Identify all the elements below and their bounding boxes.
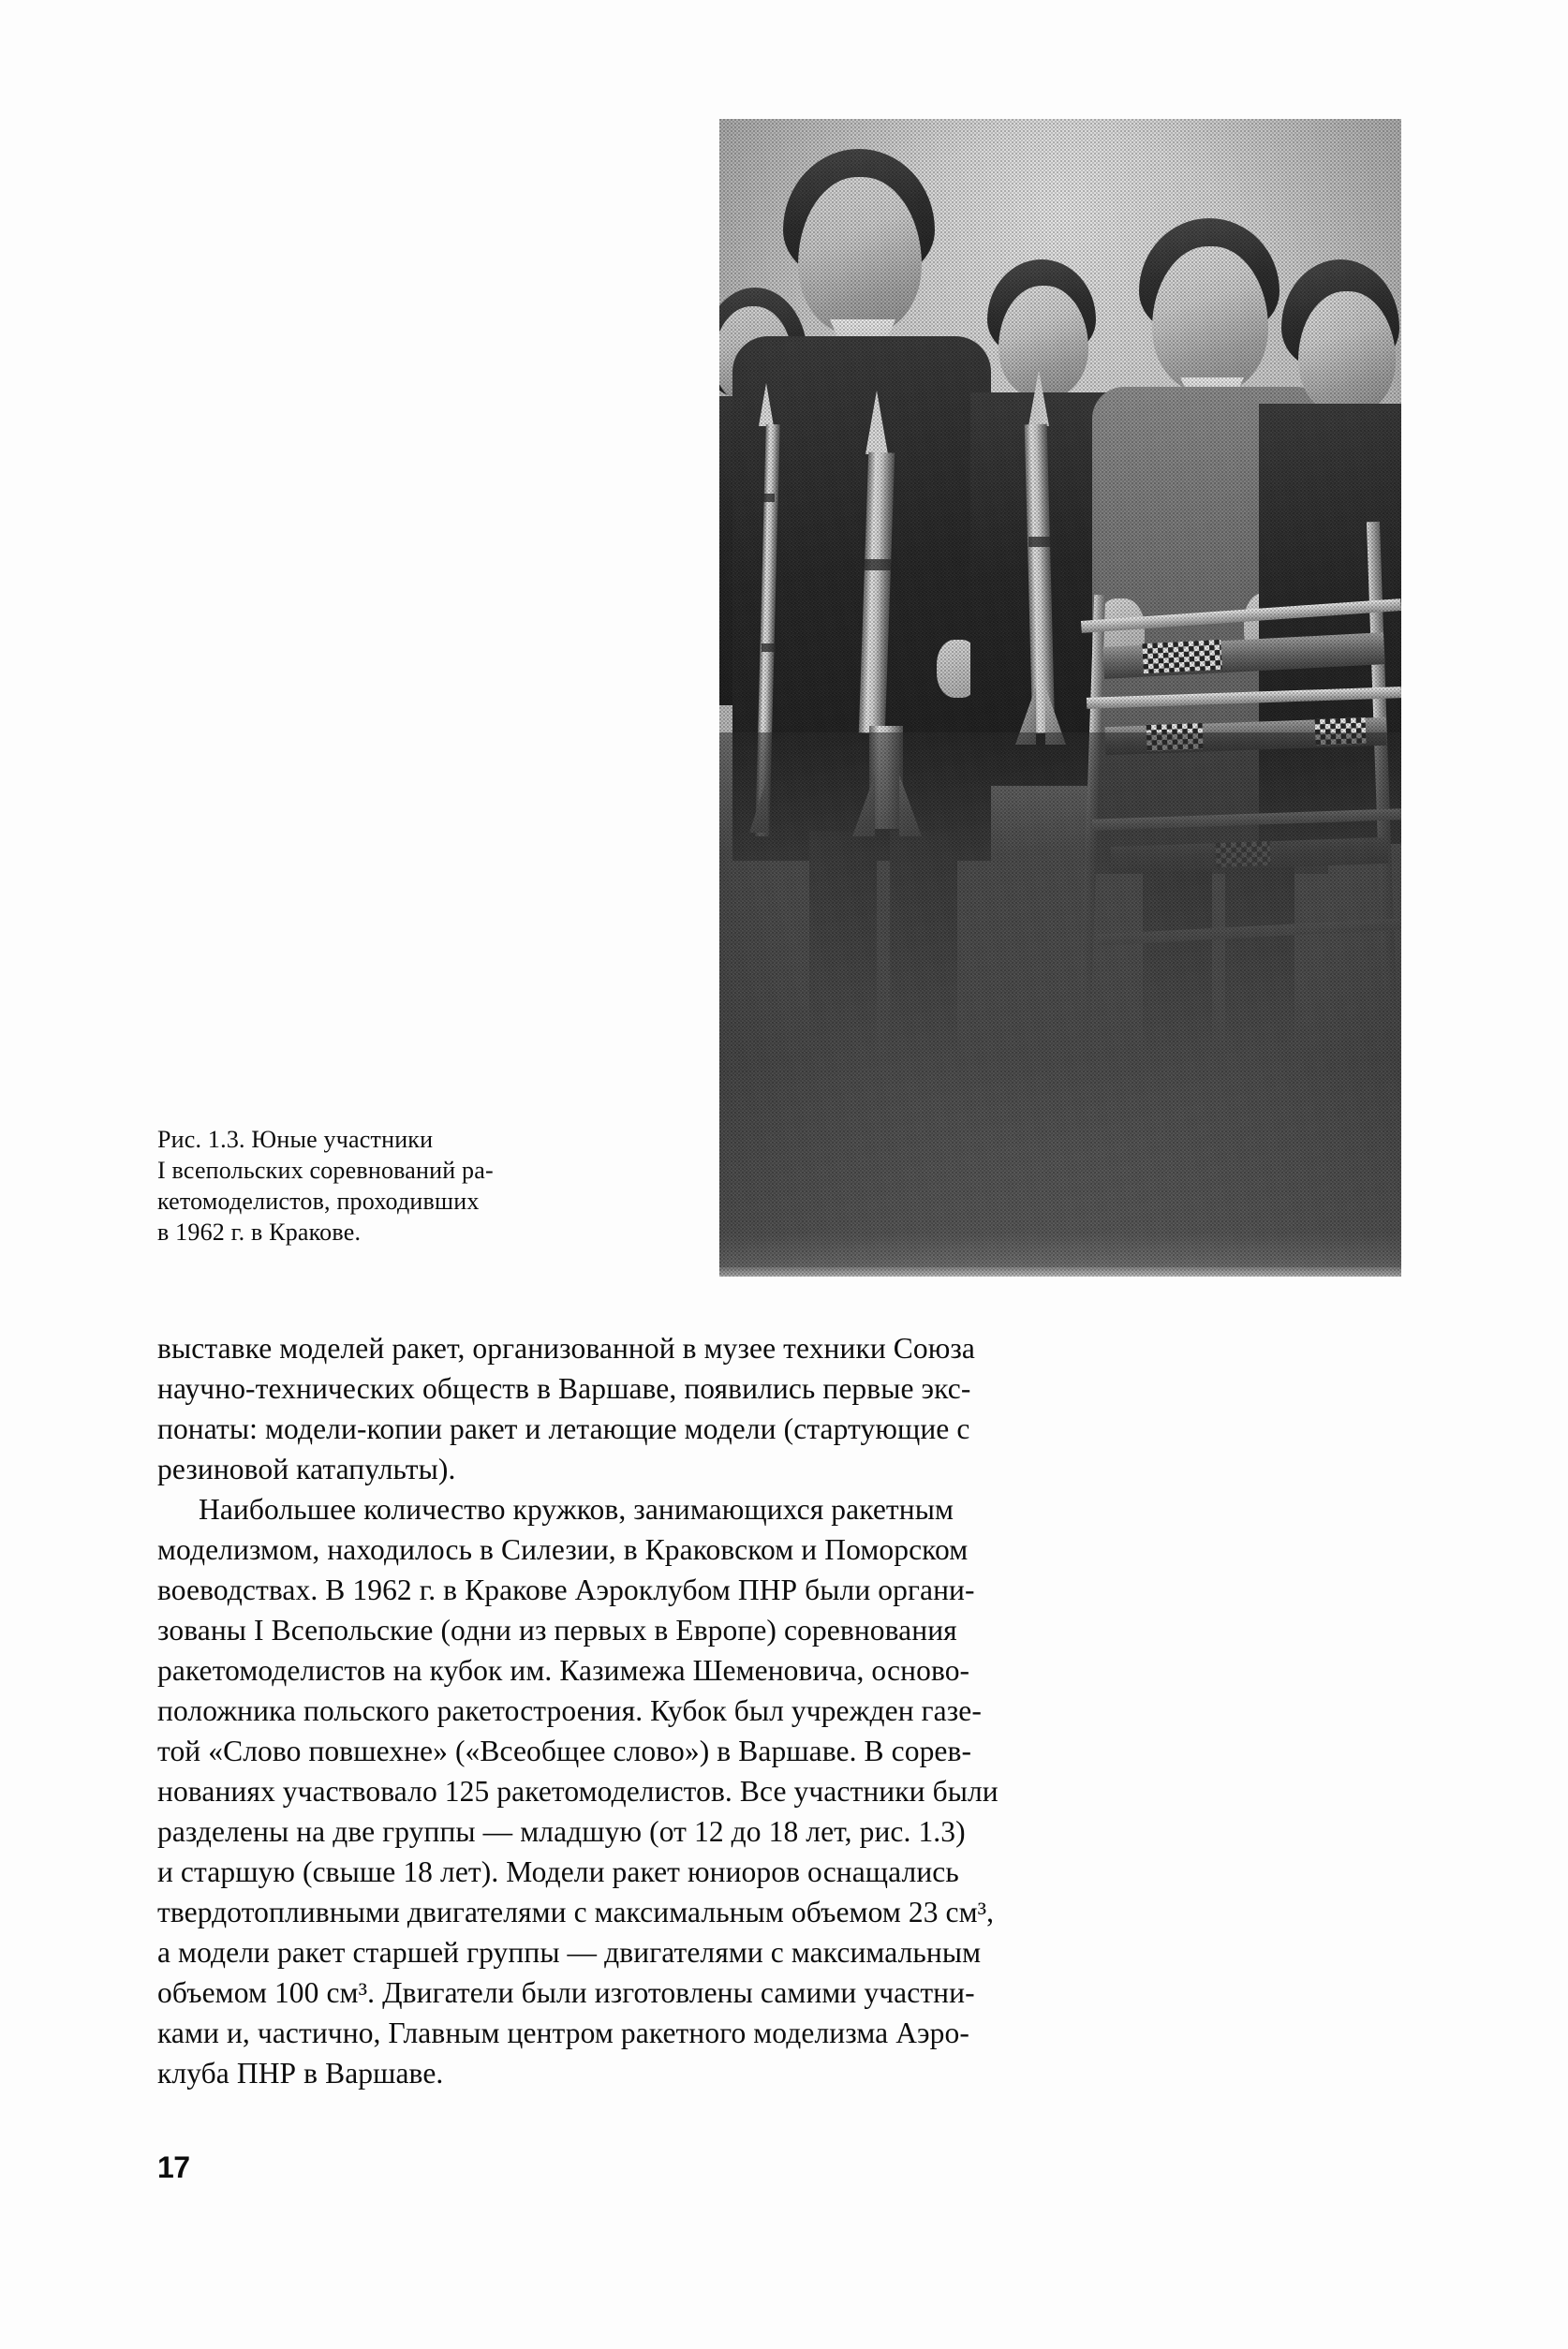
text-line: зованы I Всепольские (одни из первых в Европе) соревнования bbox=[157, 1614, 957, 1647]
text-line: объемом 100 см³. Двигатели были изготовлены самими участни- bbox=[157, 1976, 975, 2009]
text-line: воеводствах. В 1962 г. в Кракове Аэроклубом ПНР были органи- bbox=[157, 1573, 975, 1606]
photo-ground bbox=[719, 732, 1401, 1277]
figure-photograph bbox=[719, 119, 1401, 1277]
rocket-band bbox=[761, 494, 775, 502]
body-text bbox=[157, 1328, 1405, 2093]
text-line: понаты: модели-копии ракет и летающие модели (стартующие с bbox=[157, 1412, 970, 1445]
text-line: резиновой катапульты). bbox=[157, 1453, 456, 1485]
rocket-band bbox=[762, 643, 776, 652]
rocket-nose-cone bbox=[865, 391, 888, 454]
text-line: ками и, частично, Главным центром ракетного моделизма Аэро- bbox=[157, 2017, 969, 2049]
figure-caption bbox=[157, 1124, 663, 1248]
caption-line: Рис. 1.3. Юные участники bbox=[157, 1126, 434, 1153]
head-shape bbox=[1152, 246, 1268, 392]
checkered-pattern bbox=[1142, 640, 1222, 673]
photo-canvas bbox=[719, 119, 1401, 1277]
text-line: положника польского ракетостроения. Кубок был учрежден газе- bbox=[157, 1694, 982, 1727]
rocket-nose-cone bbox=[759, 383, 774, 426]
head-shape bbox=[1298, 291, 1396, 415]
text-line: моделизмом, находилось в Силезии, в Краковском и Поморском bbox=[157, 1533, 969, 1566]
text-line: научно-технических обществ в Варшаве, появились первые экс- bbox=[157, 1372, 971, 1405]
text-line: твердотопливными двигателями с максимальным объемом 23 см³, bbox=[157, 1896, 995, 1928]
text-line: а модели ракет старшей группы — двигателями с максимальным bbox=[157, 1936, 982, 1969]
caption-line: в 1962 г. в Кракове. bbox=[157, 1219, 362, 1246]
rocket-band bbox=[865, 559, 891, 570]
caption-line: I всепольских соревнований ра- bbox=[157, 1157, 494, 1184]
text-line: и старшую (свыше 18 лет). Модели ракет юниоров оснащались bbox=[157, 1855, 959, 1888]
text-line: разделены на две группы — младшую (от 12 до 18 лет, рис. 1.3) bbox=[157, 1815, 966, 1848]
caption-line: кетомоделистов, проходивших bbox=[157, 1188, 480, 1215]
head-shape bbox=[798, 177, 922, 334]
page-number: 17 bbox=[157, 2150, 190, 2184]
text-line: той «Слово повшехне» («Всеобщее слово») в Варшаве. В сорев- bbox=[157, 1735, 972, 1767]
rocket-band bbox=[1028, 537, 1051, 547]
paragraph-2 bbox=[157, 1489, 1405, 2093]
text-line: выставке моделей ракет, организованной в музее техники Союза bbox=[157, 1332, 976, 1365]
paragraph-1 bbox=[157, 1328, 1405, 1489]
rocket-nose-cone bbox=[1028, 370, 1049, 426]
text-line: Наибольшее количество кружков, занимающихся ракетным bbox=[199, 1493, 954, 1526]
text-line: клуба ПНР в Варшаве. bbox=[157, 2057, 444, 2090]
text-line: ракетомоделистов на кубок им. Казимежа Шеменовича, осново- bbox=[157, 1654, 970, 1687]
text-line: нованиях участвовало 125 ракетомоделистов. Все участники были bbox=[157, 1775, 998, 1808]
photo-ground-strip bbox=[719, 1267, 1401, 1277]
